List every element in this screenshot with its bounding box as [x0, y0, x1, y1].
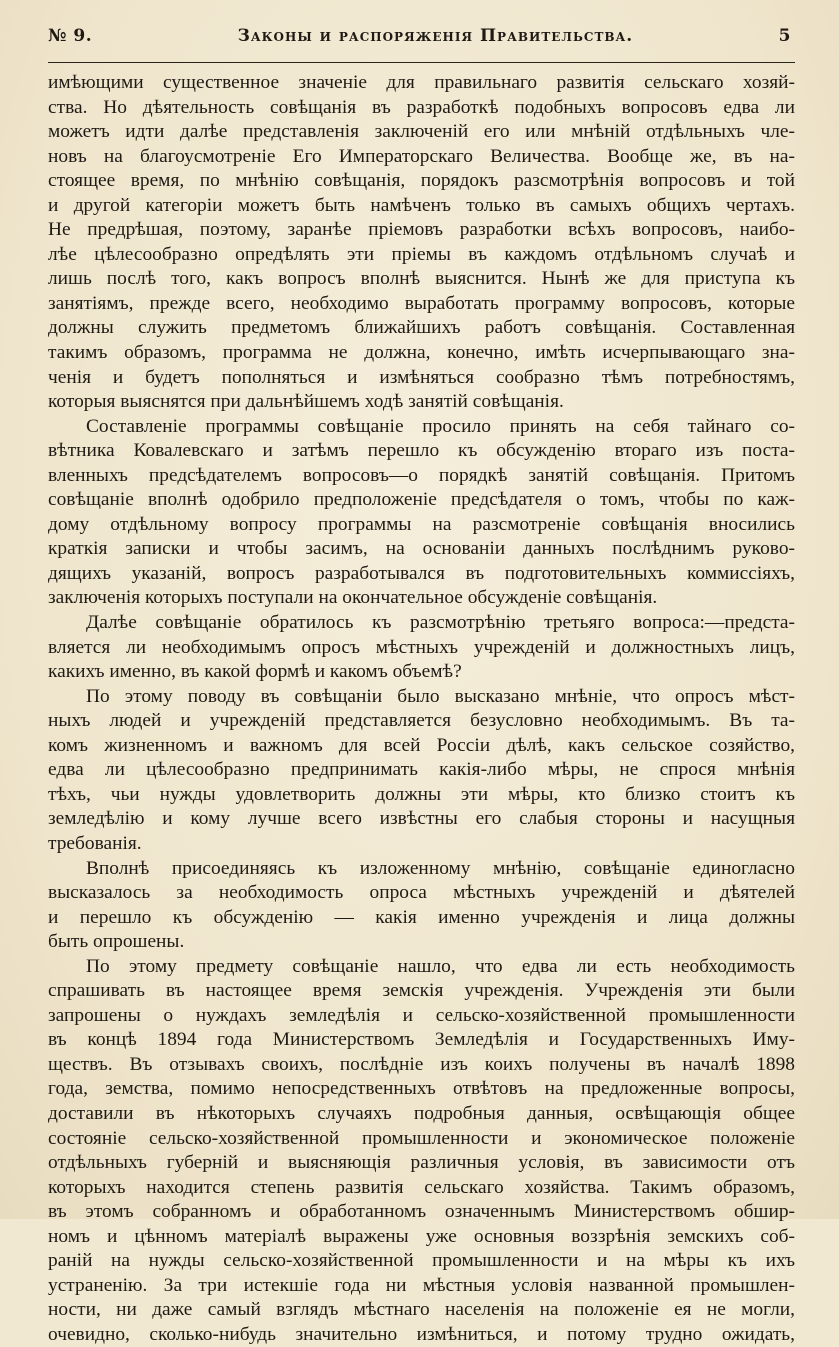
text-line: совѣщаніе вполнѣ одобрило предположеніе предсѣдателя о томъ, чтобы по каж-	[48, 489, 795, 511]
text-line: земледѣлію и кому лучше всего извѣстны его слабыя стороны и насущныя	[48, 808, 795, 830]
text-line: комъ жизненномъ и важномъ для всей Россіи дѣлѣ, какъ сельское созяйство,	[48, 734, 795, 756]
text-line: Не предрѣшая, поэтому, заранѣе пріемовъ разработки всѣхъ вопросовъ, наибо-	[48, 219, 795, 241]
text-line: такимъ образомъ, программа не должна, конечно, имѣть исчерпывающаго зна-	[48, 342, 795, 364]
text-line: новъ на благоусмотреніе Его Императорскаго Величества. Вообще же, въ на-	[48, 145, 795, 167]
text-line: лѣе цѣлесообразно опредѣлять эти пріемы въ каждомъ отдѣльномъ случаѣ и	[48, 243, 795, 265]
text-line: быть опрошены.	[48, 931, 185, 953]
text-line: требованія.	[48, 832, 142, 854]
text-line: Далѣе совѣщаніе обратилось къ разсмотрѣнію третьяго вопроса:—предста-	[86, 612, 795, 634]
text-line: которыя выяснятся при дальнѣйшемъ ходѣ занятій совѣщанія.	[48, 391, 564, 413]
text-line: вѣтника Ковалевскаго и затѣмъ перешло къ обсужденію втораго изъ поста-	[48, 440, 795, 462]
text-line: должны служить предметомъ ближайшихъ работъ совѣщанія. Составленная	[48, 317, 795, 339]
text-line: По этому предмету совѣщаніе нашло, что едва ли есть необходимость	[86, 955, 795, 977]
text-line: дому отдѣльному вопросу программы на разсмотреніе совѣщанія вносились	[48, 513, 795, 535]
text-line: раній на нужды сельско-хозяйственной промышленности и на мѣры къ ихъ	[48, 1250, 795, 1272]
body-text	[48, 71, 795, 1347]
text-line: По этому поводу въ совѣщаніи было высказано мнѣніе, что опросъ мѣст-	[86, 685, 795, 707]
text-line: стоящее время, по мнѣнію совѣщанія, порядокъ разсмотрѣнія вопросовъ и той	[48, 170, 795, 192]
text-line: тѣхъ, чьи нужды удовлетворить должны эти мѣры, кто близко стоитъ къ	[48, 783, 795, 805]
text-line: вляется ли необходимымъ опросъ мѣстныхъ учрежденій и должностныхъ лицъ,	[48, 636, 795, 658]
text-line: доставили въ нѣкоторыхъ случаяхъ подробныя данныя, освѣщающія общее	[48, 1102, 795, 1124]
header-rule	[48, 62, 795, 63]
text-line: въ этомъ собранномъ и обработанномъ означеннымъ Министерствомъ обшир-	[48, 1201, 795, 1223]
text-line: очевидно, сколько-нибудь значительно измѣниться, и потому трудно ожидать,	[48, 1323, 795, 1345]
issue-number: № 9.	[48, 26, 93, 46]
text-line: года, земства, помимо непосредственныхъ отвѣтовъ на предложенные вопросы,	[48, 1078, 795, 1100]
text-line: занятіямъ, прежде всего, необходимо выработать программу вопросовъ, которые	[48, 292, 795, 314]
text-line: заключенія которыхъ поступали на окончательное обсужденіе совѣщанія.	[48, 587, 658, 609]
text-line: лишь послѣ того, какъ вопросъ вполнѣ выяснится. Нынѣ же для приступа къ	[48, 268, 795, 290]
text-line: устраненію. За три истекшіе года ни мѣстныя условія названной промышлен-	[48, 1274, 795, 1296]
text-line: въ концѣ 1894 года Министерствомъ Земледѣлія и Государственныхъ Иму-	[48, 1029, 795, 1051]
text-line: Составленіе программы совѣщаніе просило принять на себя тайнаго со-	[86, 415, 795, 437]
text-line: какихъ именно, въ какой формѣ и какомъ объемѣ?	[48, 661, 462, 683]
text-line: дящихъ указаній, вопросъ разработывался въ подготовительныхъ коммиссіяхъ,	[48, 562, 795, 584]
text-line: и перешло къ обсужденію — какія именно учрежденія и лица должны	[48, 906, 795, 928]
text-line: спрашивать въ настоящее время земскія учрежденія. Учрежденія эти были	[48, 980, 795, 1002]
text-line: едва ли цѣлесообразно предпринимать какія-либо мѣры, не спрося мнѣнія	[48, 759, 795, 781]
text-line: запрошены о нуждахъ земледѣлія и сельско-хозяйственной промышленности	[48, 1004, 795, 1026]
text-line: Вполнѣ присоединяясь къ изложенному мнѣнію, совѣщаніе единогласно	[86, 857, 795, 879]
text-line: отдѣльныхъ губерній и выясняющія различныя условія, въ зависимости отъ	[48, 1152, 795, 1174]
running-header	[48, 26, 795, 56]
text-line: ства. Но дѣятельность совѣщанія въ разработкѣ подобныхъ вопросовъ едва ли	[48, 96, 795, 118]
text-line: можетъ идти далѣе представленія заключеній его или мнѣній отдѣльныхъ чле-	[48, 121, 795, 143]
running-title: Законы и распоряженія Правительства.	[237, 26, 634, 46]
text-line: вленныхъ предсѣдателемъ вопросовъ—о порядкѣ занятій совѣщанія. Притомъ	[48, 464, 795, 486]
text-line: ществъ. Въ отзывахъ своихъ, послѣдніе изъ коихъ получены въ началѣ 1898	[48, 1053, 795, 1075]
text-line: и другой категоріи можетъ быть намѣченъ только въ самыхъ общихъ чертахъ.	[48, 194, 795, 216]
text-line: номъ и цѣнномъ матеріалѣ выражены уже основныя воззрѣнія земскихъ соб-	[48, 1225, 795, 1247]
text-line: высказалось за необходимость опроса мѣстныхъ учрежденій и дѣятелей	[48, 882, 795, 904]
text-line: имѣющими существенное значеніе для правильнаго развитія сельскаго хозяй-	[48, 72, 795, 93]
text-line: состояніе сельско-хозяйственной промышленности и экономическое положеніе	[48, 1127, 795, 1149]
text-line: ности, ни даже самый взглядъ мѣстнаго населенія на положеніе ея не могли,	[48, 1299, 795, 1321]
text-line: ныхъ людей и учрежденій представляется безусловно необходимымъ. Въ та-	[48, 710, 795, 732]
page-number: 5	[778, 26, 791, 46]
text-line: которыхъ находится степень развитія сельскаго хозяйства. Такимъ образомъ,	[48, 1176, 795, 1198]
text-line: ченія и будетъ пополняться и измѣняться сообразно тѣмъ потребностямъ,	[48, 366, 795, 388]
text-line: краткія записки и чтобы засимъ, на основаніи данныхъ послѣднимъ руково-	[48, 538, 795, 560]
